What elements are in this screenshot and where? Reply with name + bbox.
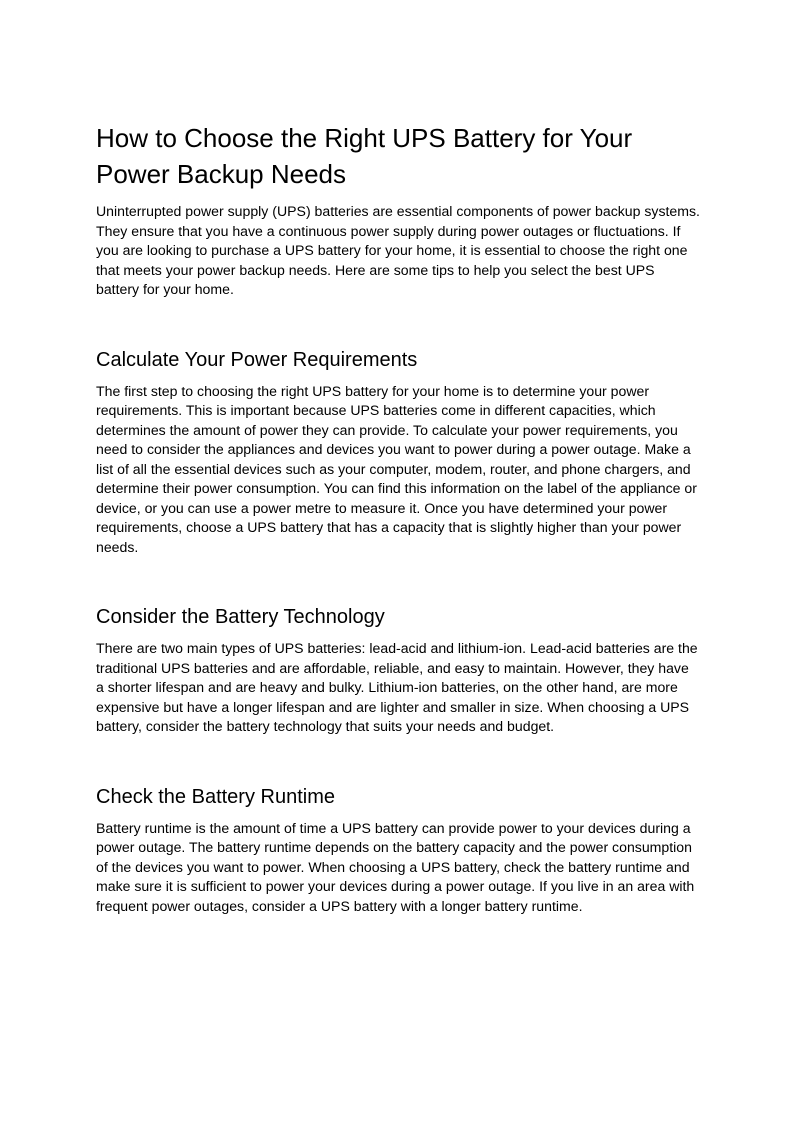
section-spacer: [96, 300, 700, 346]
document-title: How to Choose the Right UPS Battery for Your Power Backup Needs: [96, 123, 633, 189]
document-page: [96, 120, 700, 916]
section-spacer: [96, 737, 700, 783]
section-body-battery-runtime: Battery runtime is the amount of time a UPS battery can provide power to your devices during a power outage. The battery runtime depends on the battery capacity and the power consumption of the devices you want to power. When choosing a UPS battery, check the battery runtime and make sure it is sufficient to power your devices during a power outage. If you live in an area with frequent power outages, consider a UPS battery with a longer battery runtime.: [96, 819, 695, 914]
section-body-power-requirements: The first step to choosing the right UPS battery for your home is to determine your power requirements. This is important because UPS batteries come in different capacities, which determines the amount of power they can provide. To calculate your power requirements, you need to consider the appliances and devices you want to power during a power outage. Make a list of all the essential devices such as your computer, modem, router, and phone chargers, and determine their power consumption. You can find this information on the label of the appliance or device, or you can use a power metre to measure it. Once you have determined your power requirements, choose a UPS battery that has a capacity that is slightly higher than your power needs.: [96, 382, 697, 555]
intro-paragraph: Uninterrupted power supply (UPS) batteries are essential components of power backup systems. They ensure that you have a continuous power supply during power outages or fluctuations. If you are looking to purchase a UPS battery for your home, it is essential to choose the right one that meets your power backup needs. Here are some tips to help you select the best UPS battery for your home.: [96, 203, 700, 297]
section-spacer: [96, 557, 700, 603]
section-body-battery-technology: There are two main types of UPS batteries: lead-acid and lithium-ion. Lead-acid batteries are the traditional UPS batteries and are affordable, reliable, and easy to maintain. However, they have a shorter lifespan and are heavy and bulky. Lithium-ion batteries, on the other hand, are more expensive but have a longer lifespan and are lighter and smaller in size. When choosing a UPS battery, consider the battery technology that suits your needs and budget.: [96, 640, 698, 734]
section-heading-power-requirements: Calculate Your Power Requirements: [96, 348, 418, 371]
section-heading-battery-technology: Consider the Battery Technology: [96, 606, 385, 628]
section-heading-battery-runtime: Check the Battery Runtime: [96, 785, 335, 808]
